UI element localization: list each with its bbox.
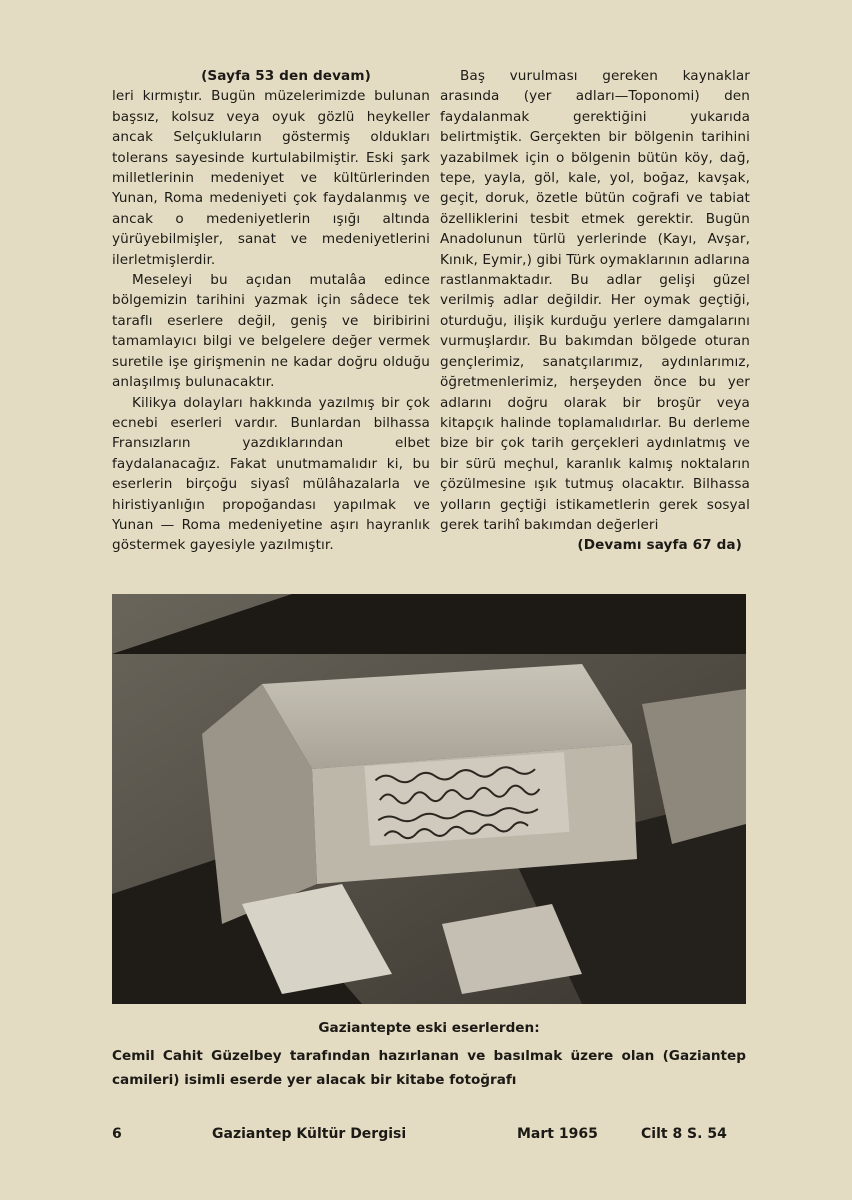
volume-issue: Cilt 8 S. 54 [641,1126,727,1142]
tomb-inscription-photo [112,594,746,1004]
continued-to-note: (Devamı sayfa 67 da) [577,537,742,554]
left-paragraph-3: Kilikya dolayları hakkında yazılmış bir çok ecnebi eserleri vardır. Bunlardan bilhassa Fransızların yazdıklarından elbet faydalanacağız. Fakat unutmamalıdır ki, bu eserlerin birçoğu siyasî mülâhazalarla ve hiristiyanlığın propoğandası yapılmak ve Yunan — Roma medeniyetine aşırı hayranlık göstermek gayesiyle yazılmıştır. [112,394,430,554]
page-number: 6 [112,1126,122,1142]
right-paragraph-1: Baş vurulması gereken kaynaklar arasında (yer adları—Toponomi) den faydalanmak gerektiğini yukarıda belirtmiştik. Gerçekten bir bölgenin tarihini yazabilmek için o bölgenin bütün köy, dağ, tepe, yayla, göl, kale, yol, boğaz, kavşak, geçit, doruk, özetle bütün coğrafi ve tabiat özelliklerini tesbit etmek gerektir. Bugün Anadolunun türlü yerlerinde (Kayı, Avşar, Kınık, Eymir,) gibi Türk oymaklarının adlarına rastlanmaktadır. Bu adlar gelişi güzel verilmiş adlar değildir. Her oymak geçtiği, oturduğu, ilişik kurduğu yerlere damgalarını vurmuşlardır. Bu bakımdan bölgede oturan gençlerimiz, sanatçılarımız, aydınlarımız, öğretmenlerimiz, herşeyden önce bu yer adlarını doğru olarak bir broşür veya kitapçık halinde toplamalıdırlar. Bu derleme bize bir çok tarih gerçekleri aydınlatmış ve bir sürü meçhul, karanlık kalmış noktaların çözülmesine ışık tutmuş olacaktır. Bilhassa yolların geçtiği istikametlerin gerek sosyal gerek tarihî bakımdan değerleri [440,68,750,533]
magazine-title: Gaziantep Kültür Dergisi [212,1126,407,1142]
left-column [112,66,430,556]
tomb-inscription-photo-icon [112,594,746,1004]
right-column [440,66,750,556]
left-paragraph-1: leri kırmıştır. Bugün müzelerimizde bulunan başsız, kolsuz veya oyuk gözlü heykeller ancak Selçukluların göstermiş oldukları tolerans sayesinde kurtulabilmiştir. Eski şark milletlerinin medeniyet ve kültürlerinden Yunan, Roma medeniyeti çok faydalanmış ve ancak o medeniyetlerin ışığı altında yürüyebilmişler, sanat ve medeniyetlerini ilerletmişlerdir. [112,88,430,268]
photo-caption-title: Gaziantepte eski eserlerden: [318,1020,540,1036]
left-paragraph-2: Meseleyi bu açıdan mutalâa edince bölgemizin tarihini yazmak için sâdece tek taraflı eserlere değil, geniş ve biribirini tamamlayıcı bilgi ve belgelere değer vermek suretile işe girişmenin ne kadar doğru olduğu anlaşılmış bulunacaktır. [112,272,430,391]
issue-date: Mart 1965 [517,1126,598,1142]
continued-from-note: (Sayfa 53 den devam) [201,68,371,84]
photo-caption-text: Cemil Cahit Güzelbey tarafından hazırlanan ve basılmak üzere olan (Gaziantep camileri) isimli eserde yer alacak bir kitabe fotoğrafı [112,1048,746,1088]
